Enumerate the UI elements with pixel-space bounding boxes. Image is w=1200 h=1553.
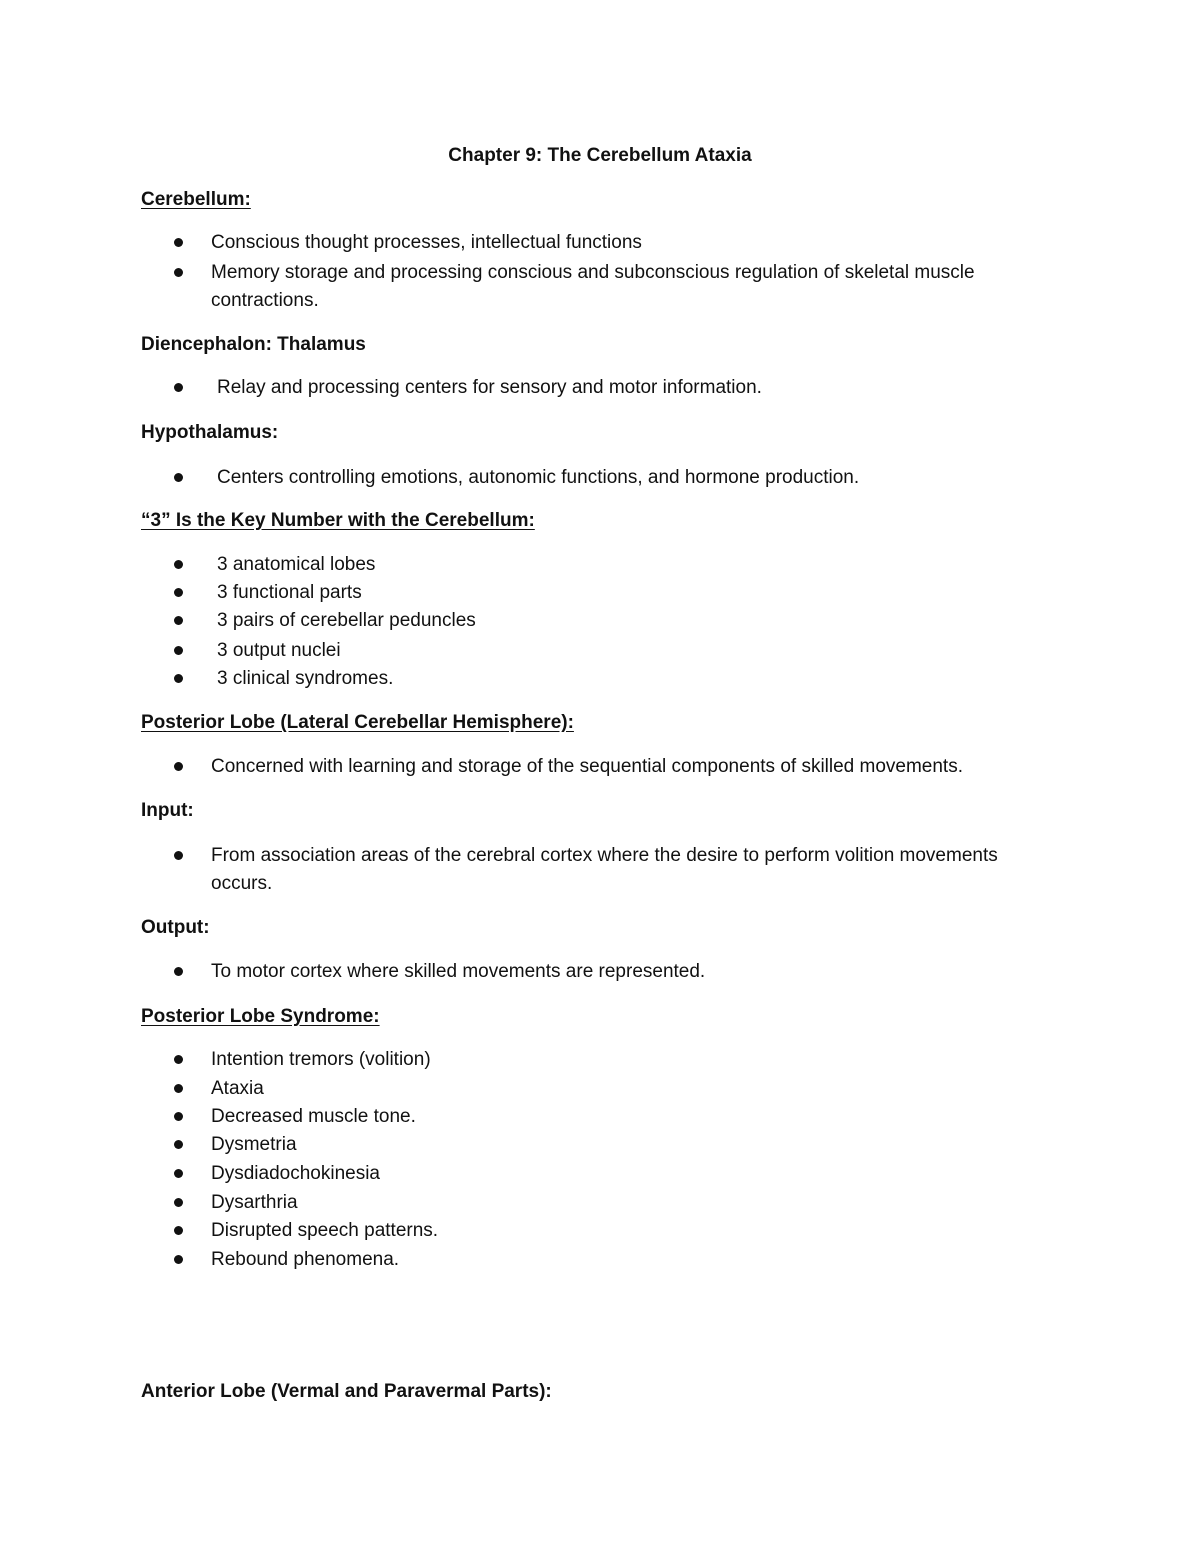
list-item: Dysarthria xyxy=(174,1189,1054,1217)
list-item: Relay and processing centers for sensory and motor information. xyxy=(174,374,1054,402)
list-item: 3 pairs of cerebellar peduncles xyxy=(174,607,1054,635)
bullet-icon xyxy=(174,616,183,625)
list-item: 3 functional parts xyxy=(174,579,1054,607)
bullet-icon xyxy=(174,1169,183,1178)
bullet-icon xyxy=(174,851,183,860)
list-item: Dysmetria xyxy=(174,1131,1054,1159)
bullet-icon xyxy=(174,383,183,392)
bullet-icon xyxy=(174,560,183,569)
heading-posterior-lobe: Posterior Lobe (Lateral Cerebellar Hemisphere): xyxy=(141,712,574,733)
bullet-icon xyxy=(174,1140,183,1149)
list-item: Disrupted speech patterns. xyxy=(174,1217,1054,1245)
heading-hypothalamus: Hypothalamus: xyxy=(141,422,279,443)
bullet-icon xyxy=(174,1226,183,1235)
bullet-icon xyxy=(174,473,183,482)
bullet-icon xyxy=(174,238,183,247)
list-item: Concerned with learning and storage of the sequential components of skilled movements. xyxy=(174,753,1054,781)
bullet-icon xyxy=(174,1084,183,1093)
bullet-icon xyxy=(174,588,183,597)
bullet-icon xyxy=(174,674,183,683)
heading-key-number: “3” Is the Key Number with the Cerebellum: xyxy=(141,510,535,531)
list-item: Intention tremors (volition) xyxy=(174,1046,1054,1074)
list-item: Decreased muscle tone. xyxy=(174,1103,1054,1131)
heading-input: Input: xyxy=(141,800,194,821)
bullet-icon xyxy=(174,1112,183,1121)
list-item: Ataxia xyxy=(174,1075,1054,1103)
list-item: 3 clinical syndromes. xyxy=(174,665,1054,693)
heading-output: Output: xyxy=(141,917,210,938)
list-item: Centers controlling emotions, autonomic functions, and hormone production. xyxy=(174,464,1054,492)
list-item: From association areas of the cerebral cortex where the desire to perform volition movements occurs. xyxy=(174,842,1054,898)
bullet-icon xyxy=(174,1198,183,1207)
heading-posterior-syndrome: Posterior Lobe Syndrome: xyxy=(141,1006,380,1027)
bullet-icon xyxy=(174,646,183,655)
bullet-icon xyxy=(174,1055,183,1064)
page-title: Chapter 9: The Cerebellum Ataxia xyxy=(448,145,752,166)
bullet-icon xyxy=(174,762,183,771)
heading-anterior-lobe: Anterior Lobe (Vermal and Paravermal Parts): xyxy=(141,1381,552,1402)
list-item: Conscious thought processes, intellectual functions xyxy=(174,229,1054,257)
bullet-icon xyxy=(174,967,183,976)
list-item: Memory storage and processing conscious and subconscious regulation of skeletal muscle contractions. xyxy=(174,259,1054,315)
list-item: Rebound phenomena. xyxy=(174,1246,1054,1274)
list-item: Dysdiadochokinesia xyxy=(174,1160,1054,1188)
list-item: 3 output nuclei xyxy=(174,637,1054,665)
heading-diencephalon: Diencephalon: Thalamus xyxy=(141,334,366,355)
bullet-icon xyxy=(174,1255,183,1264)
list-item: To motor cortex where skilled movements are represented. xyxy=(174,958,1054,986)
heading-cerebellum: Cerebellum: xyxy=(141,189,251,210)
bullet-icon xyxy=(174,268,183,277)
list-item: 3 anatomical lobes xyxy=(174,551,1054,579)
